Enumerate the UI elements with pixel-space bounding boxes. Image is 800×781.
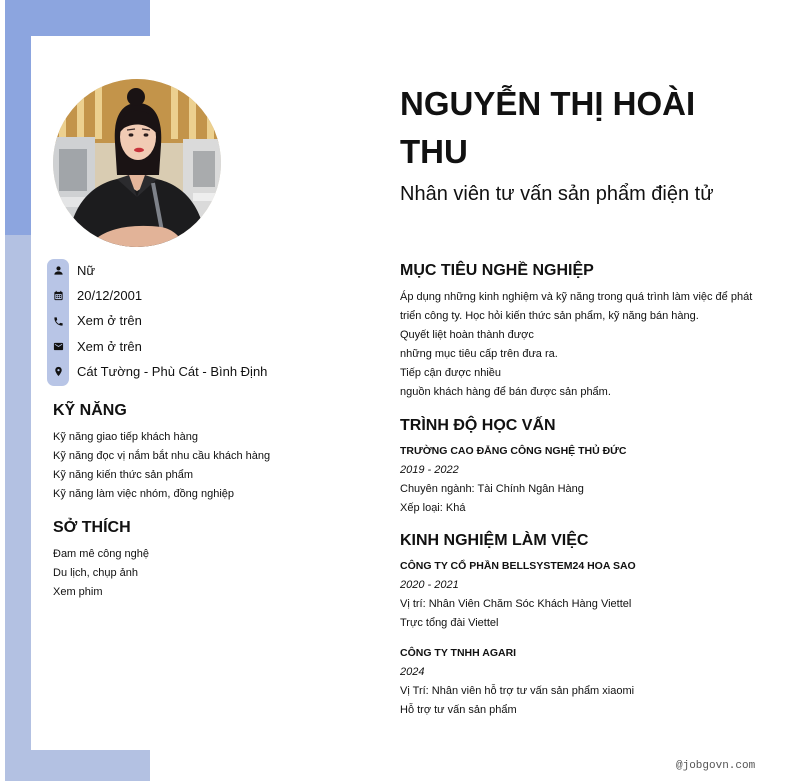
objective-text [400, 288, 752, 402]
objective-line: nguồn khách hàng để bán được sản phẩm. [400, 385, 611, 398]
contact-gender [47, 258, 267, 283]
hobbies-list [53, 545, 149, 602]
skill-item: Kỹ năng làm việc nhóm, đồng nghiệp [53, 487, 235, 500]
education-entry [400, 442, 626, 518]
experience-period: 2020 - 2021 [400, 578, 459, 591]
experience-entry [400, 557, 636, 633]
profile-photo [53, 79, 221, 247]
experience-detail: Vị trí: Nhân Viên Chăm Sóc Khách Hàng Viettel [400, 597, 632, 610]
experience-heading: KINH NGHIỆM LÀM VIỆC [400, 532, 589, 549]
contact-birthday [47, 283, 267, 308]
contact-address-value: Cát Tường - Phù Cát - Bình Định [77, 363, 268, 379]
skills-heading: KỸ NĂNG [53, 402, 127, 419]
skill-item: Kỹ năng kiến thức sản phẩm [53, 468, 194, 481]
experience-detail: Hỗ trợ tư vấn sản phẩm [400, 703, 517, 716]
skill-item: Kỹ năng đọc vị nắm bắt nhu cầu khách hàng [53, 449, 271, 462]
education-detail: Xếp loại: Khá [400, 501, 466, 514]
company-name: CÔNG TY TNHH AGARI [400, 646, 517, 659]
candidate-job-title: Nhân viên tư vấn sản phẩm điện tử [400, 183, 714, 205]
contact-list [47, 258, 267, 384]
objective-line: Quyết liệt hoàn thành được [400, 328, 534, 341]
education-detail: Chuyên ngành: Tài Chính Ngân Hàng [400, 482, 584, 495]
objective-line: triển công ty. Học hỏi kiến thức sản phẩm, kỹ năng bán hàng. [400, 309, 699, 322]
education-heading: TRÌNH ĐỘ HỌC VẤN [400, 417, 556, 434]
hobby-item: Đam mê công nghệ [53, 547, 149, 560]
objective-heading: MỤC TIÊU NGHỀ NGHIỆP [400, 262, 594, 279]
hobby-item: Du lịch, chụp ảnh [53, 566, 138, 579]
person-icon [47, 265, 69, 276]
location-pin-icon [47, 366, 69, 377]
profile-photo-illustration [53, 79, 221, 247]
mail-icon [47, 341, 69, 352]
objective-line: Áp dụng những kinh nghiệm và kỹ năng trong quá trình làm việc để phát [400, 290, 753, 303]
contact-email-value: Xem ở trên [77, 338, 142, 354]
contact-address [47, 359, 267, 384]
contact-email [47, 334, 267, 359]
candidate-name: NGUYỄN THỊ HOÀI THU [400, 85, 696, 170]
contact-birthday-value: 20/12/2001 [77, 287, 143, 303]
objective-line: Tiếp cận được nhiều [400, 366, 502, 379]
education-period: 2019 - 2022 [400, 463, 459, 476]
calendar-icon [47, 290, 69, 301]
skills-list [53, 428, 270, 504]
hobby-item: Xem phim [53, 585, 103, 598]
contact-phone [47, 309, 267, 334]
phone-icon [47, 316, 69, 327]
contact-gender-value: Nữ [77, 262, 96, 278]
experience-period: 2024 [400, 665, 425, 678]
company-name: CÔNG TY CỔ PHẦN BELLSYSTEM24 HOA SAO [400, 559, 636, 572]
experience-entry [400, 644, 634, 720]
contact-phone-value: Xem ở trên [77, 313, 142, 329]
school-name: TRƯỜNG CAO ĐẲNG CÔNG NGHỆ THỦ ĐỨC [400, 444, 627, 457]
objective-line: những mục tiêu cấp trên đưa ra. [400, 347, 558, 360]
skill-item: Kỹ năng giao tiếp khách hàng [53, 430, 198, 443]
experience-detail: Vị Trí: Nhân viên hỗ trợ tư vấn sản phẩm xiaomi [400, 684, 635, 697]
hobbies-heading: SỞ THÍCH [53, 519, 131, 536]
experience-detail: Trực tổng đài Viettel [400, 616, 499, 629]
watermark: @jobgovn.com [676, 760, 756, 772]
